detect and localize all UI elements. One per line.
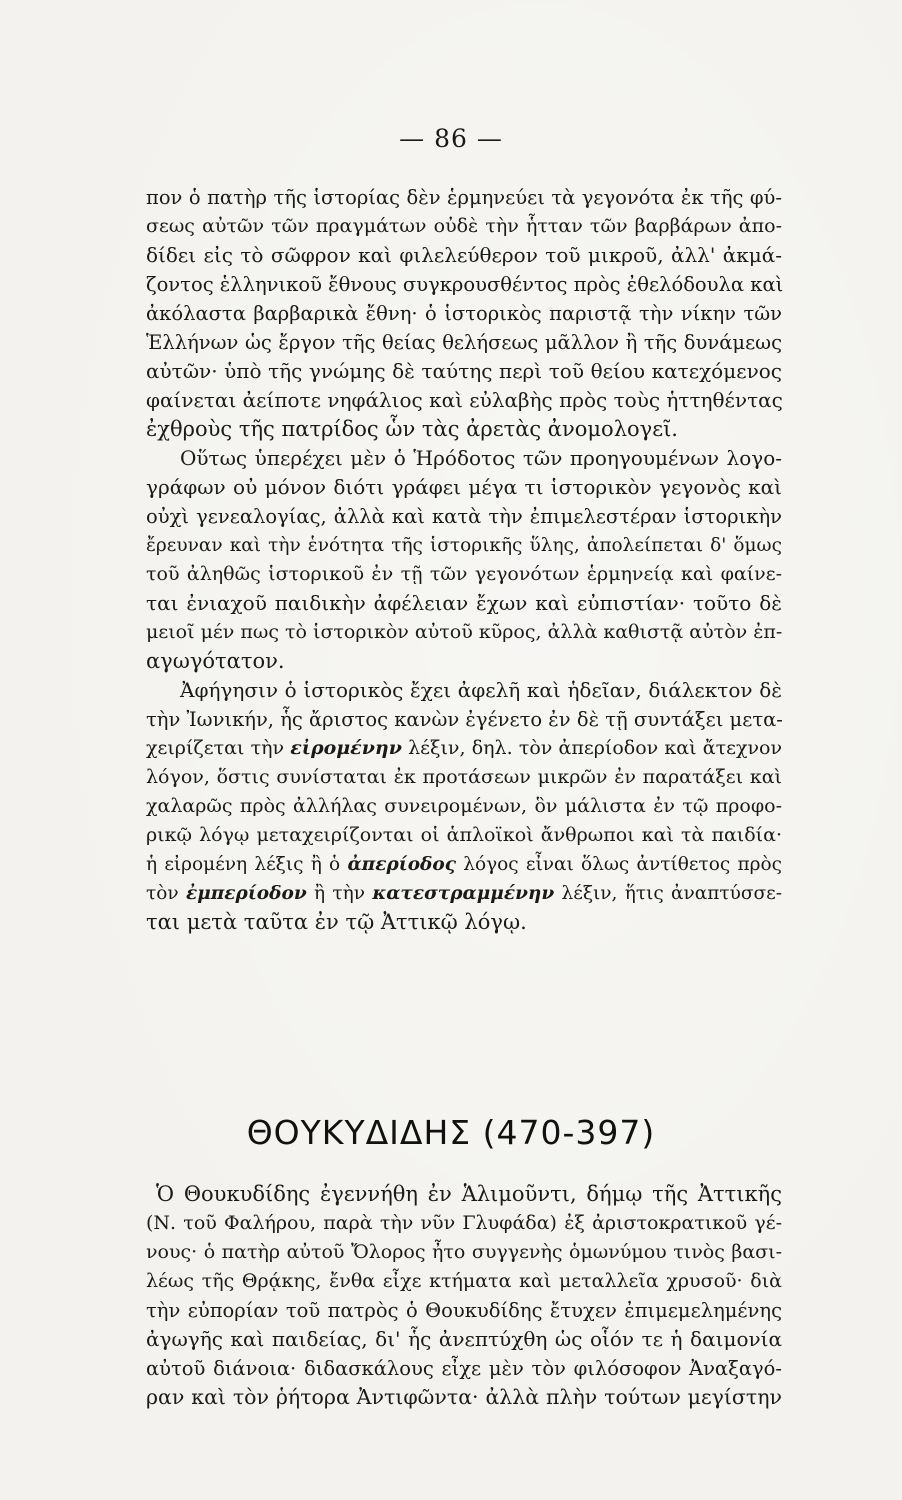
emphasized-term: εἰρομένην: [290, 737, 402, 759]
text-line: λόγον, ὅστις συνίσταται ἐκ προτάσεων μικρῶν ἐν παρατάξει καὶ: [146, 766, 782, 788]
text-line: ται ἐνιαχοῦ παιδικὴν ἀφέλειαν ἔχων καὶ εὐπιστίαν· τοῦτο δὲ: [146, 591, 782, 615]
text-fragment: τὸν: [146, 883, 186, 904]
text-line: γράφων οὐ μόνον διότι γράφει μέγα τι ἱστορικὸν γεγονὸς καὶ: [146, 475, 782, 499]
text-line: ἀγωγῆς καὶ παιδείας, δι' ἧς ἀνεπτύχθη ὡς οἷόν τε ἡ δαιμονία: [146, 1327, 782, 1351]
text-line: ται μετὰ ταῦτα ἐν τῷ Ἀττικῷ λόγῳ.: [146, 910, 527, 934]
text-line: φαίνεται ἀείποτε νηφάλιος καὶ εὐλαβὴς πρὸς τοὺς ἡττηθέντας: [146, 388, 783, 412]
text-line: δίδει εἰς τὸ σῶφρον καὶ φιλελεύθερον τοῦ μικροῦ, ἀλλ' ἀκμά-: [146, 243, 782, 267]
section-heading: ΘΟΥΚΥΔΙΔΗΣ (470-397): [246, 1113, 656, 1152]
text-line: Οὕτως ὑπερέχει μὲν ὁ Ἡρόδοτος τῶν προηγουμένων λογο-: [180, 446, 782, 470]
text-line: τὴν Ἰωνικήν, ἧς ἄριστος κανὼν ἐγένετο ἐν δὲ τῇ συντάξει μετα-: [146, 708, 783, 731]
text-line: αγωγότατον.: [146, 649, 285, 673]
text-line: τὴν εὐπορίαν τοῦ πατρὸς ὁ Θουκυδίδης ἔτυχεν ἐπιμεμελημένης: [146, 1299, 782, 1322]
text-fragment: λέξιν, δηλ. τὸν ἀπερίοδον καὶ ἄτεχνον: [401, 737, 782, 759]
emphasized-term: ἐμπερίοδον: [185, 883, 307, 904]
emphasized-term: ἀπερίοδος: [347, 854, 456, 875]
text-line: ἀκόλαστα βαρβαρικὰ ἔθνη· ὁ ἱστορικὸς παριστᾷ τὴν νίκην τῶν: [146, 302, 782, 325]
page-number: — 86 —: [399, 124, 503, 153]
text-line: Ὁ Θουκυδίδης ἐγεννήθη ἐν Ἁλιμοῦντι, δήμῳ τῆς Ἀττικῆς: [156, 1182, 782, 1206]
text-line-with-emphasis: [146, 879, 782, 908]
text-line: Ἑλλήνων ὡς ἔργον τῆς θείας θελήσεως μᾶλλον ἢ τῆς δυνάμεως: [146, 331, 782, 354]
text-line: ἔρευναν καὶ τὴν ἑνότητα τῆς ἱστορικῆς ὕλης, ἀπολείπεται δ' ὅμως: [146, 535, 782, 556]
emphasized-term: κατεστραμμένην: [372, 883, 555, 904]
text-fragment: ἡ εἰρομένη λέξις ἢ ὁ: [146, 854, 348, 875]
text-line: ζοντος ἑλληνικοῦ ἔθνους συγκρουσθέντος πρὸς ἐθελόδουλα καὶ: [146, 273, 784, 296]
text-line-with-emphasis: [146, 734, 782, 763]
text-line: χαλαρῶς πρὸς ἀλλήλας συνειρομένων, ὃν μάλιστα ἐν τῷ προφο-: [146, 795, 782, 817]
text-line: (Ν. τοῦ Φαλήρου, παρὰ τὴν νῦν Γλυφάδα) ἐξ ἀριστοκρατικοῦ γέ-: [146, 1212, 782, 1234]
text-line-with-emphasis: [146, 850, 782, 879]
text-line: πον ὁ πατὴρ τῆς ἱστορίας δὲν ἑρμηνεύει τὰ γεγονότα ἐκ τῆς φύ-: [146, 186, 782, 209]
text-fragment: ἢ τὴν: [306, 883, 373, 904]
text-line: ραν καὶ τὸν ῥήτορα Ἀντιφῶντα· ἀλλὰ πλὴν τούτων μεγίστην: [146, 1385, 782, 1409]
text-line: αὐτοῦ διάνοια· διδασκάλους εἶχε μὲν τὸν φιλόσοφον Ἀναξαγό-: [146, 1357, 782, 1380]
text-fragment: λόγος εἶναι ὅλως ἀντίθετος πρὸς: [456, 854, 782, 875]
text-line: οὐχὶ γενεαλογίας, ἀλλὰ καὶ κατὰ τὴν ἐπιμελεστέραν ἱστορικὴν: [146, 505, 782, 528]
body-text-section-2: [146, 1180, 782, 1412]
text-line: ρικῷ λόγῳ μεταχειρίζονται οἱ ἁπλοϊκοὶ ἄνθρωποι καὶ τὰ παιδία·: [146, 824, 782, 846]
text-line: σεως αὐτῶν τῶν πραγμάτων οὐδὲ τὴν ἧτταν τῶν βαρβάρων ἀπο-: [146, 215, 782, 237]
text-line: τοῦ ἀληθῶς ἱστορικοῦ ἐν τῇ τῶν γεγονότων ἑρμηνείᾳ καὶ φαίνε-: [146, 563, 782, 585]
text-fragment: χειρίζεται τὴν: [146, 737, 291, 759]
text-line: λέως τῆς Θρᾴκης, ἔνθα εἶχε κτήματα καὶ μεταλλεῖα χρυσοῦ· διὰ: [146, 1270, 782, 1292]
text-line: νους· ὁ πατὴρ αὐτοῦ Ὄλορος ἦτο συγγενὴς ὁμωνύμου τινὸς βασι-: [146, 1241, 782, 1263]
text-line: αὐτῶν· ὑπὸ τῆς γνώμης δὲ ταύτης περὶ τοῦ θείου κατεχόμενος: [146, 359, 782, 383]
text-line: μειοῖ μέν πως τὸ ἱστορικὸν αὐτοῦ κῦρος, ἀλλὰ καθιστᾷ αὐτὸν ἐπ-: [146, 621, 783, 643]
body-text-section-1: [146, 183, 782, 937]
text-line: Ἀφήγησιν ὁ ἱστορικὸς ἔχει ἀφελῆ καὶ ἡδεῖαν, διάλεκτον δὲ: [180, 678, 782, 702]
text-line: ἐχθροὺς τῆς πατρίδος ὧν τὰς ἀρετὰς ἀνομολογεῖ.: [146, 417, 678, 441]
text-fragment: λέξιν, ἥτις ἀναπτύσσε-: [554, 883, 783, 904]
